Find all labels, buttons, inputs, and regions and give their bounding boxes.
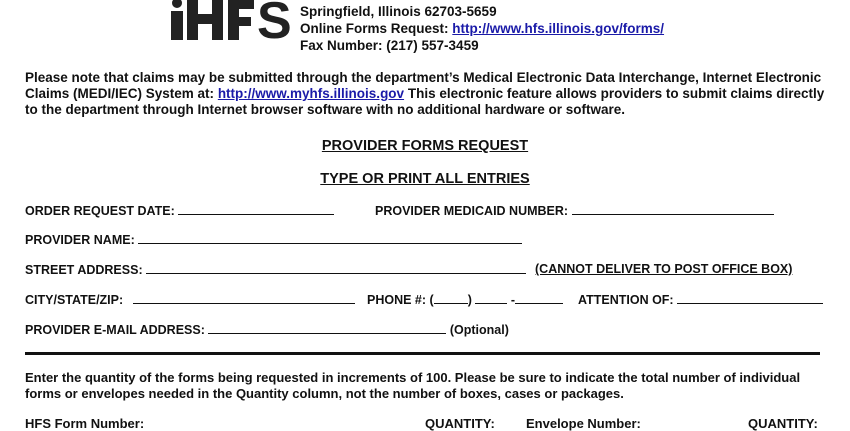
city-state-zip-row [25,292,355,307]
col-header-quantity-2: QUANTITY: [748,416,818,431]
col-header-form-number: HFS Form Number: [25,416,145,431]
notice-text-1: Please note that claims may be submitted through the department’s Medical Electronic Data Interchange, Internet Electronic Claims (MEDI/IEC) System at: [25,70,822,101]
order-date-label: ORDER REQUEST DATE: [25,204,175,218]
medicaid-number-row [375,203,774,218]
online-forms-link[interactable]: http://www.hfs.illinois.gov/forms/ [452,21,665,36]
notice-text-2: This electronic feature allows providers to submit claims directly to the department through Internet browser software with no additional hardware or software. [25,86,825,117]
city-state-zip-label: CITY/STATE/ZIP: [25,293,124,307]
email-optional: (Optional) [449,323,509,337]
attention-row [578,292,823,307]
myhfs-link[interactable]: http://www.myhfs.illinois.gov [217,86,405,101]
online-forms-label: Online Forms Request: [300,21,449,36]
city-state-zip-field[interactable] [133,292,355,304]
email-row [25,322,509,337]
logo-s-glyph: S [257,0,292,50]
phone-prefix-field[interactable] [475,292,507,304]
provider-name-label: PROVIDER NAME: [25,233,135,247]
medicaid-number-field[interactable] [572,203,774,215]
provider-name-field[interactable] [138,232,522,244]
phone-close-paren: ) [467,293,472,307]
street-address-row [25,262,526,277]
attention-field[interactable] [677,292,823,304]
no-po-box-note: (CANNOT DELIVER TO POST OFFICE BOX) [535,262,793,276]
email-field[interactable] [208,322,446,334]
phone-dash: - [510,293,515,307]
order-date-field[interactable] [178,203,334,215]
phone-line-field[interactable] [515,292,563,304]
provider-name-row [25,232,522,247]
header-city-line: Springfield, Illinois 62703-5659 [300,4,497,19]
header-fax-line: Fax Number: (217) 557-3459 [300,38,479,53]
form-title: PROVIDER FORMS REQUEST [321,138,529,154]
street-address-field[interactable] [146,262,526,274]
medi-iec-notice [25,70,825,118]
phone-row [367,292,563,307]
attention-label: ATTENTION OF: [578,293,674,307]
hfs-logo [163,0,292,50]
phone-area-code-field[interactable] [434,292,468,304]
email-label: PROVIDER E-MAIL ADDRESS: [25,323,205,337]
col-header-envelope-number: Envelope Number: [526,416,641,431]
street-address-label: STREET ADDRESS: [25,263,143,277]
section-divider [25,352,820,355]
form-subtitle: TYPE OR PRINT ALL ENTRIES [320,171,530,187]
quantity-instructions: Enter the quantity of the forms being requested in increments of 100. Please be sure to indicate the total number of individual forms or envelopes needed in the Quantity column, not the number of boxes, cases or packages. [25,370,801,401]
header-online-line [300,20,664,37]
order-date-row [25,203,334,218]
medicaid-number-label: PROVIDER MEDICAID NUMBER: [375,204,569,218]
col-header-quantity-1: QUANTITY: [425,416,495,431]
phone-label: PHONE #: ( [367,293,434,307]
